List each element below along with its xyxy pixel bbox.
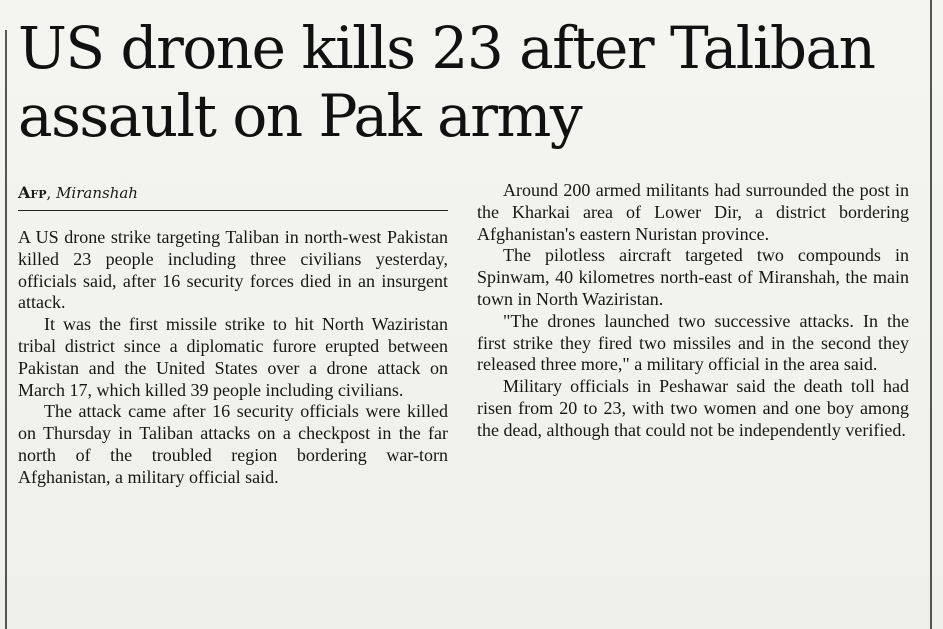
paragraph: The pilotless aircraft targeted two compounds in Spinwam, 40 kilometres north-east of Miranshah, the main town in North Waziristan. xyxy=(477,245,909,309)
left-column-rule xyxy=(5,30,7,629)
byline-location: Miranshah xyxy=(56,184,138,202)
article-column-1 xyxy=(18,227,448,489)
paragraph: "The drones launched two successive attacks. In the first strike they fired two missiles and in the second they released three more," a military official in the area said. xyxy=(477,310,909,375)
byline-separator: , xyxy=(46,184,52,202)
paragraph: The attack came after 16 security officials were killed on Thursday in Taliban attacks on a checkpost in the far north of the troubled region bordering war-torn Afghanistan, a military official said. xyxy=(18,401,448,487)
paragraph: It was the first missile strike to hit North Waziristan tribal district since a diplomatic furore erupted between Pakistan and the United States over a drone attack on March 17, which killed 39 people including civilians. xyxy=(18,314,448,400)
article-column-2 xyxy=(477,180,909,442)
byline-agency: Afp xyxy=(18,183,47,202)
right-column-rule xyxy=(930,0,932,629)
paragraph: Around 200 armed militants had surrounded the post in the Kharkai area of Lower Dir, a district bordering Afghanistan's eastern Nuristan province. xyxy=(477,180,909,244)
byline-divider xyxy=(18,210,448,211)
byline xyxy=(18,184,138,202)
paragraph: A US drone strike targeting Taliban in north-west Pakistan killed 23 people including three civilians yesterday, officials said, after 16 security forces died in an insurgent attack. xyxy=(18,227,448,313)
paragraph: Military officials in Peshawar said the death toll had risen from 20 to 23, with two women and one boy among the dead, although that could not be independently verified. xyxy=(477,376,909,440)
headline: US drone kills 23 after Taliban assault on Pak army xyxy=(18,14,875,150)
